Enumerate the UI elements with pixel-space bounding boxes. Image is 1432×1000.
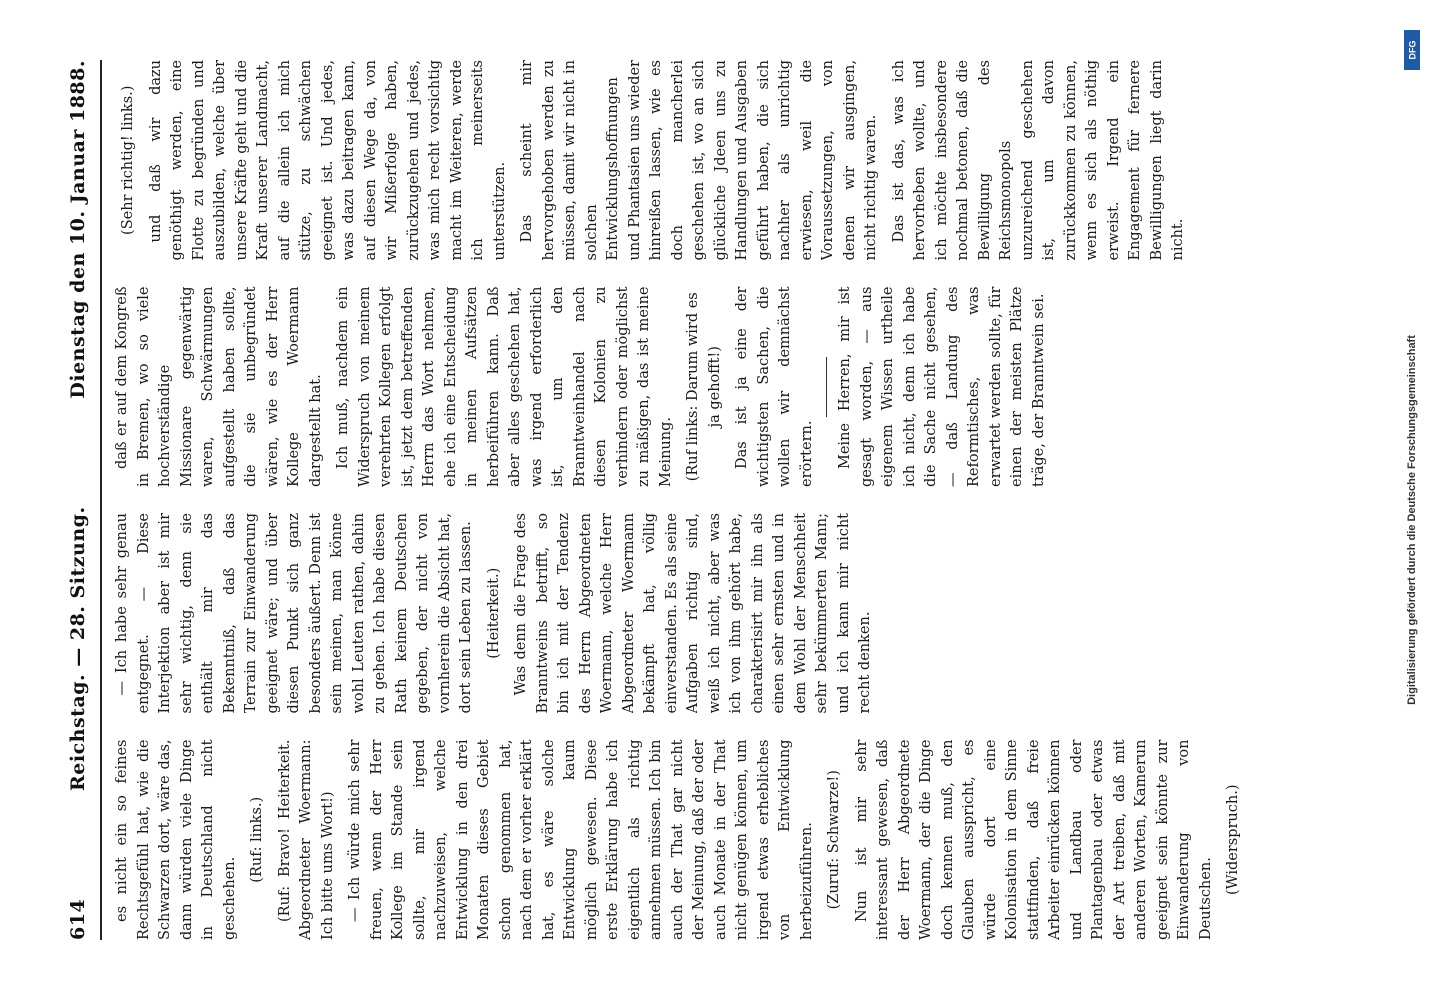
- page-header: [56, 60, 102, 940]
- digitization-credit: Digitalisierung gefördert durch die Deutsche Forschungsgemeinschaft: [1406, 335, 1418, 705]
- paragraph: Was denn die Frage des Branntweins betrifft, so bin ich mit der Tendenz des Herrn Abgeordneten Woermann, welche Herr Abgeordneter Woermann bekämpft hat, völlig einverstanden. Es als seine Aufgaben richtig sind, weiß ich nicht, aber was ich von ihm gehört habe, charakterisirt mir ihn als einen sehr ernsten und in dem Wohl der Menschheit sehr bekümmerten Mann; und ich kann mir nicht recht denken.: [513, 513, 873, 714]
- section-divider: [826, 357, 827, 417]
- interjection: (Heiterkeit.): [485, 567, 502, 659]
- interjection: (Ruf links: Darum wird es ja gehofft!): [685, 292, 723, 482]
- column-3: [112, 287, 1356, 488]
- paragraph: (Ruf: Bravo! Heiterkeit. Abgeordneter Woermann: Ich bitte ums Wort!): [276, 739, 336, 940]
- text-columns: [112, 60, 1356, 940]
- paragraph: und daß wir dazu genöthigt werden, eine Flotte zu begründen und auszubilden, welche über unsere Kräfte geht und die Kraft unserer Landmacht, auf die allein ich mich stütze, zu schwächen geeignet ist. Und jedes, was dazu beitragen kann, auf diesen Wege da, von wir Mißerfolge haben, zurückzugehen und jedes, was mich recht vorsichtig macht im Weiteren, werde ich meinerseits unterstützen.: [147, 60, 508, 261]
- page-number: 614: [67, 898, 89, 940]
- paragraph: Nun ist mir sehr interessant gewesen, daß der Herr Abgeordnete Woermann, der die Dinge doch kennen muß, den Glauben ausspricht, es würde dort eine Kolonisation in dem Sinne stattfinden, daß freie Arbeiter einrücken können und Landbau oder Plantagenbau oder etwas der Art treiben, daß mit anderen Worten, Kamerun geeignet sein könnte zur Einwanderung von Deutschen.: [853, 739, 1214, 940]
- paragraph: Ich muß, nachdem ein Widerspruch von meinem verehrten Kollegen erfolgt ist, jetzt dem betreffenden Herrn das Wort nehmen, ehe ich eine Entscheidung in meinen Aufsätzen herbeiführen kann. Daß aber alles geschehen hat, was irgend erforderlich ist, um den Branntweinhandel nach diesen Kolonien zu verhindern oder möglichst zu mäßigen, das ist meine Meinung.: [335, 286, 674, 487]
- paragraph: Das scheint mir hervorgehoben werden zu müssen, damit wir nicht in solchen Entwicklungshoffnungen und Phantasien uns wieder hinreißen lassen, wie es doch mancherlei geschehen ist, wo an sich glückliche Jdeen uns zu Handlungen und Ausgaben geführt haben, die sich nachher als unrichtig erwiesen, weil die Voraussetzungen, von denen wir ausgingen, nicht richtig waren.: [519, 60, 879, 261]
- interjection: (Sehr richtig! links.): [120, 85, 136, 235]
- column-1: [112, 740, 1356, 941]
- paragraph: Das ist das, was ich hervorheben wollte, und ich möchte insbesondere nochmal betonen, daß die Bewilligung des Reichsmonopols unzureichend geschehen ist, um davon zurückkommen zu können, wenn es sich als nöthig erweist. Irgend ein Engagement für fernere Bewilligungen liegt darin nicht.: [890, 60, 1186, 261]
- interjection: (Ruf: links.): [249, 796, 265, 883]
- header-date: Dienstag den 10. Januar 1888.: [67, 60, 89, 399]
- paragraph: — Ich würde mich sehr freuen, wenn der Herr Kollege im Stande sein sollte, mir irgend nachzuweisen, welche Entwicklung in den drei Monaten dieses Gebiet schon genommen hat, nach dem er vorher erklärt hat, es wäre solche Entwicklung kaum möglich gewesen. Diese erste Erklärung habe ich eigentlich als richtig annehmen müssen. Ich bin auch der That gar nicht der Meinung, daß der oder auch Monate in der That nicht genügen können, um irgend etwas erhebliches von Entwicklung herbeizuführen.: [347, 739, 815, 940]
- rotated-document-page: [26, 20, 1406, 980]
- paragraph: daß er auf dem Kongreß in Bremen, wo so viele hochverständige Missionare gegenwärtig waren, Schwärmungen aufgestellt haben sollte, die sie unbegründet wären, wie es der Herr Kollege Woermann dargestellt hat.: [114, 286, 324, 487]
- paragraph: Meine Herren, mir ist gesagt worden, — aus eigenem Wissen urtheile ich nicht, denn ich habe die Sache nicht gesehen, — daß Landung des Reformtisches, was erwartet werden sollte, für einen der meisten Plätze träge, der Branntwein sei.: [837, 286, 1047, 487]
- paragraph: es nicht ein so feines Rechtsgefühl hat, wie die Schwarzen dort, wäre das, dann würden viele Dinge in Deutschland nicht geschehen.: [114, 739, 238, 940]
- paragraph: Das ist ja eine der wichtigsten Sachen, die wollen wir demnächst erörtern.: [734, 286, 815, 487]
- column-2: [112, 513, 1356, 714]
- header-title: Reichstag. — 28. Sitzung.: [67, 506, 89, 792]
- column-4: [112, 60, 1356, 261]
- interjection: (Widerspruch.): [1225, 784, 1241, 895]
- dfg-logo: DFG: [1404, 30, 1420, 70]
- paragraph: — Ich habe sehr genau entgegnet. — Diese Interjektion aber ist mir sehr wichtig, denn sie enthält mir das Bekenntniß, daß das Terrain zur Einwanderung geeignet wäre; und über diesen Punkt sich ganz besonders äußert. Denn ist sein meinen, man könne wohl Leuten rathen, dahin zu gehen. Ich habe diesen Rath keinem Deutschen gegeben, der nicht von vornherein die Absicht hat, dort sein Leben zu lassen.: [114, 513, 474, 714]
- interjection: (Zuruf: Schwarze!): [826, 770, 842, 910]
